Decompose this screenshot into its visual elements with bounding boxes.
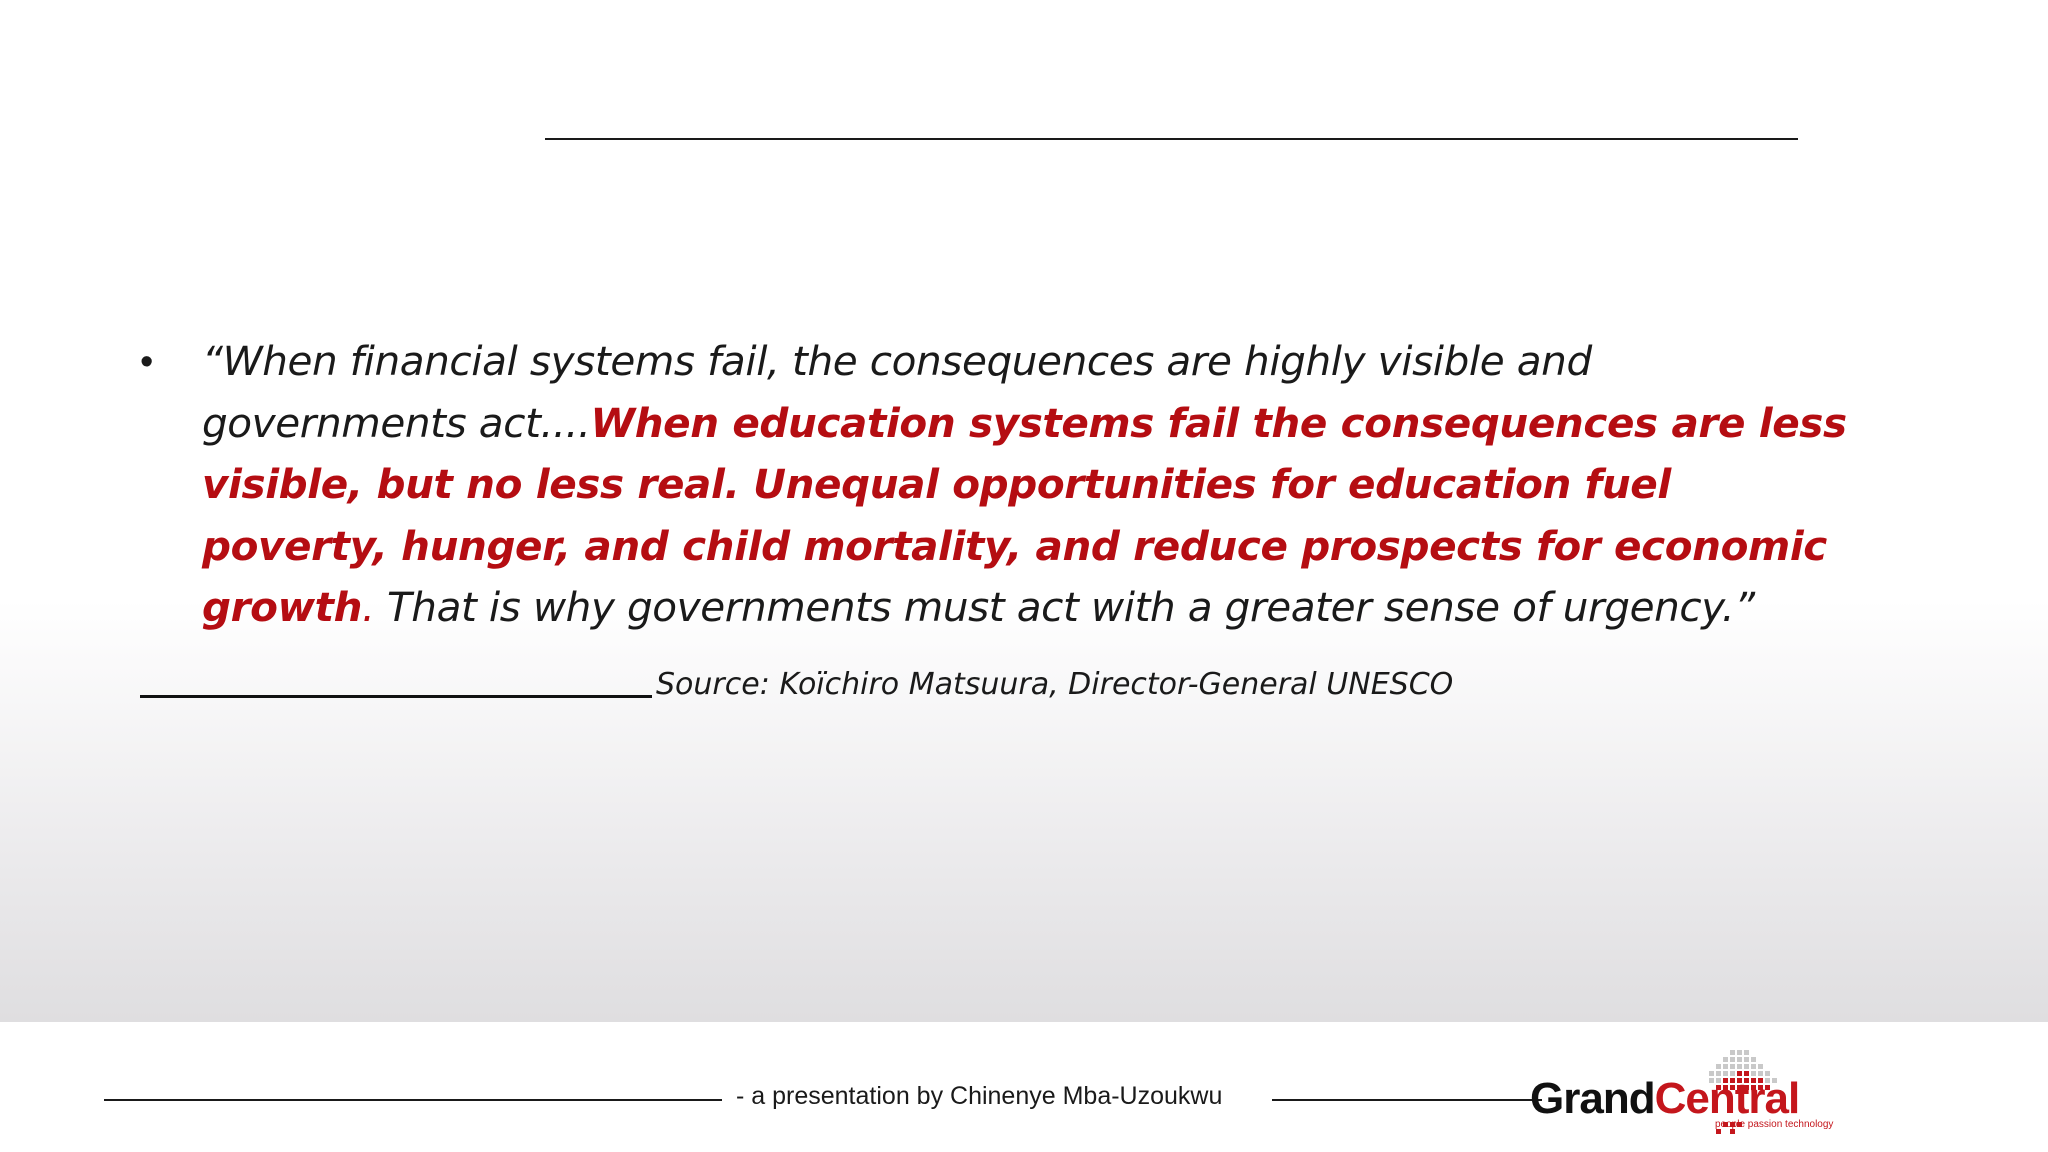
quote-intro: “When financial systems fail, the consequences are highly visible and governments act.... [202,337,1592,447]
source-attribution [140,663,1453,707]
logo-word-central: Central [1654,1074,1800,1123]
source-rule [140,695,652,698]
title-underline [545,138,1798,140]
quote-text [202,331,1860,639]
footer-rule-left [104,1099,722,1101]
logo-tagline: people passion technology [1715,1119,1834,1130]
presenter-credit: - a presentation by Chinenye Mba-Uzoukwu [736,1082,1223,1110]
source-text: Source: Koïchiro Matsuura, Director-General UNESCO [656,667,1454,702]
footer-rule-right [1272,1099,1542,1101]
logo-wordmark [1530,1075,1799,1123]
bullet-marker: • [140,341,154,383]
quote-emphasis-period: . [362,583,375,631]
quote-conclusion: That is why governments must act with a greater sense of urgency.” [374,583,1755,631]
logo-word-grand: Grand [1530,1074,1655,1123]
quote-bullet-item [140,331,1860,639]
grandcentral-logo [1530,1045,1860,1140]
quote-emphasis: When education systems fail the consequences are less visible, but no less real. Unequal opportunities for education fuel poverty, hunger, and child mortality, and reduce prospects for economic growth [202,398,1847,631]
